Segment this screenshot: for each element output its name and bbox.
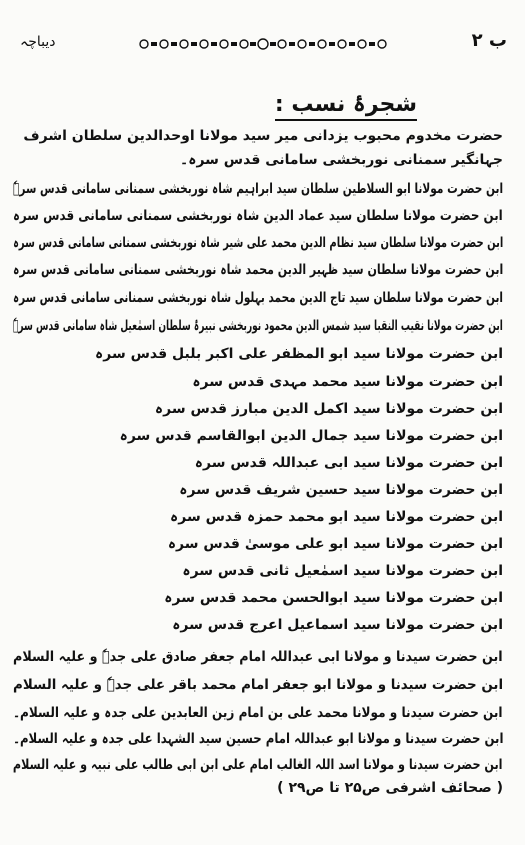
lineage-line: ابن حضرت سیدنا و مولانا ابی عبداللہ امام جعفر صادق علی جدہٗ و علیہ السلام bbox=[13, 649, 503, 665]
page-number: ب ۲ bbox=[471, 30, 507, 51]
lineage-line: ابن حضرت سیدنا و مولانا ابو عبداللہ امام حسین سید الشہدا علی جدہ و علیہ السلام۔ bbox=[12, 731, 503, 747]
lineage-line: ابن حضرت سیدنا و مولانا ابو جعفر امام محمد باقر علی جدہٗ و علیہ السلام bbox=[12, 677, 503, 693]
intro-paragraph: حضرت مخدوم محبوب یزدانی میر سید مولانا اوحدالدین سلطان اشرف جہانگیر سمنانی نوربخشی سامانی قدس سرہ۔ bbox=[23, 128, 503, 168]
lineage-line: ابن حضرت مولانا سید ابوالحسن محمد قدس سرہ bbox=[164, 590, 503, 606]
lineage-line: ابن حضرت مولانا سید حسین شریف قدس سرہ bbox=[179, 482, 503, 498]
lineage-line: ابن حضرت سیدنا و مولانا اسد اللہ الغالب امام علی ابن ابی طالب علی نبیہ و علیہ السلام bbox=[13, 757, 503, 773]
lineage-line: ابن حضرت مولانا سید جمال الدین ابوالقاسم قدس سرہ bbox=[119, 428, 503, 444]
lineage-line: ابن حضرت مولانا سید ابو المظفر علی اکبر بلبل قدس سرہ bbox=[95, 346, 503, 362]
section-heading: شجرۂ نسب : bbox=[275, 92, 417, 121]
lineage-line: ابن حضرت مولانا سلطان سید نظام الدین محمد علی شیر شاہ نوربخشی سمنانی سامانی قدس سرہ bbox=[12, 235, 503, 251]
lineage-line: ابن حضرت مولانا سید اکمل الدین مبارز قدس سرہ bbox=[154, 401, 503, 417]
lineage-line: ابن حضرت مولانا ابو السلاطین سلطان سید ابراہیم شاہ نوربخشی سمنانی سامانی قدس سرہٗ bbox=[12, 181, 503, 197]
page-header bbox=[10, 30, 507, 58]
section-name: دیباچہ bbox=[20, 34, 56, 50]
ornament-divider bbox=[138, 37, 388, 51]
lineage-line: ابن حضرت مولانا سلطان سید عماد الدین شاہ نوربخشی سمنانی سامانی قدس سرہ bbox=[13, 208, 503, 224]
lineage-line: ابن حضرت مولانا سید ابو علی موسیٰ قدس سرہ bbox=[167, 536, 503, 552]
lineage-line: ابن حضرت مولانا سید محمد مہدی قدس سرہ bbox=[192, 374, 503, 390]
lineage-line: ابن حضرت مولانا سید اسمٰعیل ثانی قدس سرہ bbox=[182, 563, 503, 579]
lineage-line: ابن حضرت مولانا نقیب النقبا سید شمس الدین محمود نوربخشی نبیرۂ سلطان اسمٰعیل شاہ سامانی قدس سرہٗ bbox=[13, 318, 503, 334]
lineage-line: ابن حضرت مولانا سلطان سید ظہیر الدین محمد شاہ نوربخشی سمنانی سامانی قدس سرہ bbox=[12, 262, 503, 278]
lineage-line: ابن حضرت مولانا سید اسماعیل اعرج قدس سرہ bbox=[172, 617, 503, 633]
lineage-line: ابن حضرت مولانا سلطان سید تاج الدین محمد بہلول شاہ نوربخشی سمنانی سامانی قدس سرہ bbox=[12, 290, 503, 306]
lineage-line: ابن حضرت سیدنا و مولانا محمد علی بن امام زین العابدین علی جدہ و علیہ السلام۔ bbox=[13, 705, 503, 721]
lineage-line: ابن حضرت مولانا سید ابو محمد حمزہ قدس سرہ bbox=[170, 509, 503, 525]
lineage-line: ابن حضرت مولانا سید ابی عبداللہ قدس سرہ bbox=[194, 455, 503, 471]
source-citation: ( صحائف اشرفی ص۲۵ تا ص۲۹ ) bbox=[277, 780, 503, 796]
